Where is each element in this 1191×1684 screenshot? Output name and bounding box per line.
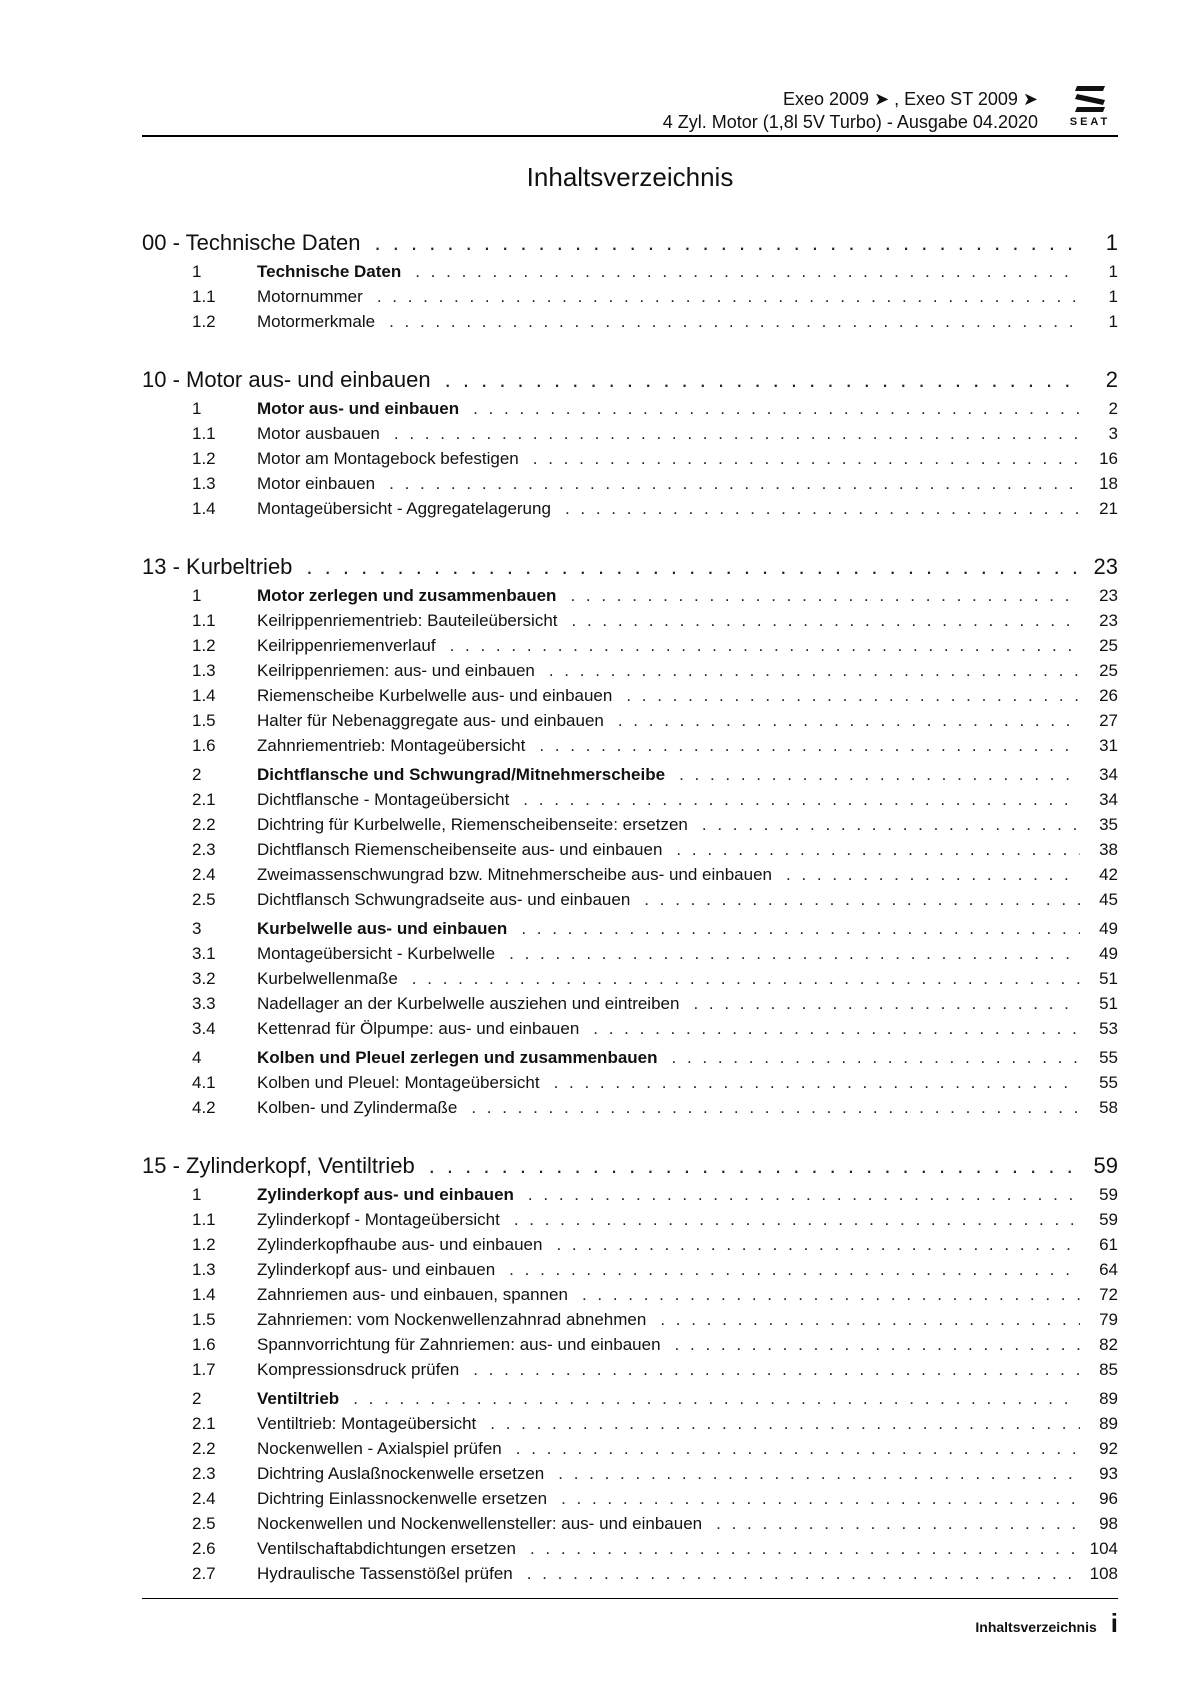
subsection-number: 2.2 [192, 1439, 216, 1458]
page-number: 108 [1089, 1564, 1118, 1583]
subsection-number: 3.1 [192, 944, 216, 963]
subsection-title: Montageübersicht - Kurbelwelle [257, 944, 496, 963]
page-number: 59 [1099, 1185, 1118, 1204]
dot-leader [521, 919, 1080, 939]
page-number: 16 [1099, 449, 1118, 468]
page-title: Inhaltsverzeichnis [526, 162, 734, 192]
dot-leader [539, 736, 1080, 756]
page-number: 25 [1099, 636, 1118, 655]
toc-subsection[interactable] [142, 840, 1118, 865]
subsection-title: Halter für Nebenaggregate aus- und einbauen [257, 711, 604, 730]
toc-subsection[interactable] [142, 1489, 1118, 1514]
page-number: 45 [1099, 890, 1118, 909]
toc-section[interactable] [142, 262, 1118, 287]
page-number: 98 [1099, 1514, 1118, 1533]
section-number: 1 [192, 262, 202, 281]
dot-leader [412, 969, 1080, 989]
dot-leader [306, 554, 1080, 580]
toc-subsection[interactable] [142, 994, 1118, 1019]
dot-leader [676, 840, 1080, 860]
dot-leader [516, 1439, 1080, 1459]
page-number: 96 [1099, 1489, 1118, 1508]
subsection-title: Zylinderkopf aus- und einbauen [257, 1260, 496, 1279]
subsection-title: Motor am Montagebock befestigen [257, 449, 519, 468]
dot-leader [509, 1260, 1080, 1280]
seat-logo-icon [1073, 84, 1107, 114]
toc-subsection[interactable] [142, 890, 1118, 915]
page-number: 53 [1099, 1019, 1118, 1038]
section-title: Technische Daten [257, 262, 402, 281]
toc-section[interactable] [142, 586, 1118, 611]
subsection-title: Nockenwellen und Nockenwellensteller: aus- und einbauen [257, 1514, 703, 1533]
toc-subsection[interactable] [142, 449, 1118, 474]
page-number: 2 [1105, 367, 1118, 392]
toc-subsection[interactable] [142, 815, 1118, 840]
subsection-title: Riemenscheibe Kurbelwelle aus- und einbauen [257, 686, 613, 705]
dot-leader [394, 424, 1080, 444]
subsection-title: Kolben und Pleuel: Montageübersicht [257, 1073, 540, 1092]
section-title: Zylinderkopf aus- und einbauen [257, 1185, 514, 1204]
toc-subsection[interactable] [142, 1464, 1118, 1489]
page-number: 92 [1099, 1439, 1118, 1458]
section-number: 3 [192, 919, 202, 938]
toc-subsection[interactable] [142, 661, 1118, 686]
section-title: Kolben und Pleuel zerlegen und zusammenbauen [257, 1048, 658, 1067]
subsection-number: 2.2 [192, 815, 216, 834]
subsection-title: Motor einbauen [257, 474, 376, 493]
dot-leader [582, 1285, 1080, 1305]
dot-leader [490, 1414, 1080, 1434]
section-number: 4 [192, 1048, 202, 1067]
page-number: 55 [1099, 1048, 1118, 1067]
toc-subsection[interactable] [142, 1210, 1118, 1235]
dot-leader [549, 661, 1080, 681]
dot-leader [675, 1335, 1080, 1355]
dot-leader [377, 287, 1080, 307]
section-number: 1 [192, 1185, 202, 1204]
toc-subsection[interactable] [142, 944, 1118, 969]
subsection-title: Zahnriemen aus- und einbauen, spannen [257, 1285, 568, 1304]
dot-leader [644, 890, 1080, 910]
dot-leader [450, 636, 1080, 656]
subsection-number: 1.2 [192, 312, 216, 331]
section-number: 2 [192, 1389, 202, 1408]
toc-section[interactable] [142, 399, 1118, 424]
subsection-number: 2.6 [192, 1539, 216, 1558]
subsection-title: Keilrippenriemen: aus- und einbauen [257, 661, 535, 680]
chapter-title: 13 - Kurbeltrieb [142, 554, 293, 579]
toc-subsection[interactable] [142, 686, 1118, 711]
subsection-number: 2.5 [192, 1514, 216, 1533]
toc-subsection[interactable] [142, 790, 1118, 815]
subsection-title: Dichtflansche - Montageübersicht [257, 790, 510, 809]
dot-leader [572, 611, 1081, 631]
dot-leader [445, 367, 1080, 393]
toc-subsection[interactable] [142, 711, 1118, 736]
dot-leader [556, 1235, 1080, 1255]
page-number: 64 [1099, 1260, 1118, 1279]
dot-leader [527, 1564, 1080, 1584]
subsection-number: 1.6 [192, 736, 216, 755]
page-number: 82 [1099, 1335, 1118, 1354]
page-number: 42 [1099, 865, 1118, 884]
dot-leader [530, 1539, 1080, 1559]
page-number: 21 [1099, 499, 1118, 518]
page-header [142, 84, 1118, 140]
section-title: Motor aus- und einbauen [257, 399, 460, 418]
dot-leader [554, 1073, 1080, 1093]
toc-subsection[interactable] [142, 1019, 1118, 1044]
toc-subsection[interactable] [142, 1514, 1118, 1539]
header-model-line: Exeo 2009 ➤ , Exeo ST 2009 ➤ [783, 89, 1038, 109]
chapter-title: 15 - Zylinderkopf, Ventiltrieb [142, 1153, 415, 1178]
subsection-number: 2.4 [192, 865, 216, 884]
subsection-title: Dichtflansch Schwungradseite aus- und einbauen [257, 890, 631, 909]
dot-leader [389, 474, 1080, 494]
subsection-title: Motormerkmale [257, 312, 376, 331]
dot-leader [565, 499, 1080, 519]
subsection-number: 3.2 [192, 969, 216, 988]
subsection-title: Zahnriemen: vom Nockenwellenzahnrad abnehmen [257, 1310, 647, 1329]
page-number: 49 [1099, 919, 1118, 938]
page-number: 23 [1099, 586, 1118, 605]
footer-page-number: i [1110, 1608, 1118, 1638]
subsection-title: Zylinderkopf - Montageübersicht [257, 1210, 500, 1229]
subsection-number: 1.2 [192, 636, 216, 655]
toc-subsection[interactable] [142, 969, 1118, 994]
toc-section[interactable] [142, 1185, 1118, 1210]
subsection-title: Hydraulische Tassenstößel prüfen [257, 1564, 513, 1583]
toc-subsection[interactable] [142, 1414, 1118, 1439]
dot-leader [473, 1360, 1080, 1380]
dot-leader [389, 312, 1080, 332]
subsection-number: 1.3 [192, 1260, 216, 1279]
subsection-title: Zweimassenschwungrad bzw. Mitnehmerscheibe aus- und einbauen [257, 865, 773, 884]
toc-subsection[interactable] [142, 1360, 1118, 1385]
toc-section[interactable] [142, 765, 1118, 790]
subsection-number: 4.1 [192, 1073, 216, 1092]
toc-subsection[interactable] [142, 1564, 1118, 1589]
section-number: 1 [192, 586, 202, 605]
dot-leader [523, 790, 1080, 810]
page-number: 38 [1099, 840, 1118, 859]
chapter-title: 10 - Motor aus- und einbauen [142, 367, 431, 392]
page-number: 27 [1099, 711, 1118, 730]
header-divider [142, 135, 1118, 137]
toc-chapter[interactable] [142, 367, 1118, 395]
page-number: 58 [1099, 1098, 1118, 1117]
dot-leader [716, 1514, 1080, 1534]
page-number: 23 [1093, 554, 1118, 579]
subsection-number: 2.5 [192, 890, 216, 909]
subsection-number: 2.3 [192, 840, 216, 859]
page-number: 72 [1099, 1285, 1118, 1304]
toc-subsection[interactable] [142, 1539, 1118, 1564]
page-number: 59 [1099, 1210, 1118, 1229]
page-number: 1 [1105, 230, 1118, 255]
toc-subsection[interactable] [142, 1310, 1118, 1335]
seat-logo [1062, 84, 1118, 128]
subsection-number: 1.5 [192, 711, 216, 730]
page-number: 51 [1099, 969, 1118, 988]
page-number: 89 [1099, 1414, 1118, 1433]
page-number: 1 [1108, 287, 1118, 306]
subsection-number: 4.2 [192, 1098, 216, 1117]
page-number: 61 [1099, 1235, 1118, 1254]
page-number: 1 [1108, 312, 1118, 331]
subsection-number: 1.3 [192, 474, 216, 493]
dot-leader [570, 586, 1080, 606]
dot-leader [353, 1389, 1080, 1409]
toc-subsection[interactable] [142, 1073, 1118, 1098]
page-number: 35 [1099, 815, 1118, 834]
subsection-title: Dichtring Einlassnockenwelle ersetzen [257, 1489, 548, 1508]
dot-leader [786, 865, 1080, 885]
page-number: 49 [1099, 944, 1118, 963]
dot-leader [375, 230, 1080, 256]
subsection-title: Dichtring Auslaßnockenwelle ersetzen [257, 1464, 545, 1483]
toc-subsection[interactable] [142, 1260, 1118, 1285]
subsection-number: 2.1 [192, 1414, 216, 1433]
dot-leader [693, 994, 1080, 1014]
section-number: 1 [192, 399, 202, 418]
page-number: 18 [1099, 474, 1118, 493]
page-number: 1 [1108, 262, 1118, 281]
subsection-number: 2.3 [192, 1464, 216, 1483]
subsection-number: 1.1 [192, 287, 216, 306]
subsection-title: Nockenwellen - Axialspiel prüfen [257, 1439, 502, 1458]
subsection-title: Ventiltrieb: Montageübersicht [257, 1414, 477, 1433]
subsection-title: Nadellager an der Kurbelwelle ausziehen und eintreiben [257, 994, 680, 1013]
section-title: Kurbelwelle aus- und einbauen [257, 919, 508, 938]
page-number: 85 [1099, 1360, 1118, 1379]
toc-subsection[interactable] [142, 636, 1118, 661]
section-title: Dichtflansche und Schwungrad/Mitnehmerscheibe [257, 765, 666, 784]
dot-leader [660, 1310, 1080, 1330]
dot-leader [471, 1098, 1080, 1118]
toc-subsection[interactable] [142, 424, 1118, 449]
page-number: 55 [1099, 1073, 1118, 1092]
chapter-title: 00 - Technische Daten [142, 230, 361, 255]
toc-subsection[interactable] [142, 865, 1118, 890]
toc-section[interactable] [142, 919, 1118, 944]
toc-chapter[interactable] [142, 230, 1118, 258]
toc-subsection[interactable] [142, 1235, 1118, 1260]
dot-leader [415, 262, 1080, 282]
dot-leader [593, 1019, 1080, 1039]
dot-leader [618, 711, 1080, 731]
page-number: 79 [1099, 1310, 1118, 1329]
page-footer [975, 1608, 1118, 1639]
toc-subsection[interactable] [142, 1439, 1118, 1464]
page-number: 51 [1099, 994, 1118, 1013]
subsection-title: Dichtflansch Riemenscheibenseite aus- und einbauen [257, 840, 663, 859]
subsection-number: 1.4 [192, 499, 216, 518]
subsection-title: Motornummer [257, 287, 363, 306]
subsection-number: 1.2 [192, 449, 216, 468]
subsection-title: Kolben- und Zylindermaße [257, 1098, 458, 1117]
dot-leader [509, 944, 1080, 964]
toc-subsection[interactable] [142, 474, 1118, 499]
footer-label: Inhaltsverzeichnis [975, 1619, 1097, 1635]
page-number: 34 [1099, 790, 1118, 809]
subsection-number: 1.1 [192, 611, 216, 630]
toc-subsection[interactable] [142, 611, 1118, 636]
subsection-title: Kettenrad für Ölpumpe: aus- und einbauen [257, 1019, 580, 1038]
subsection-number: 2.4 [192, 1489, 216, 1508]
toc-chapter[interactable] [142, 554, 1118, 582]
page-number: 25 [1099, 661, 1118, 680]
toc-subsection[interactable] [142, 499, 1118, 524]
page-number: 104 [1089, 1539, 1118, 1558]
section-title: Ventiltrieb [257, 1389, 340, 1408]
subsection-title: Zylinderkopfhaube aus- und einbauen [257, 1235, 543, 1254]
page-number: 89 [1099, 1389, 1118, 1408]
page-number: 34 [1099, 765, 1118, 784]
dot-leader [528, 1185, 1080, 1205]
dot-leader [672, 1048, 1080, 1068]
subsection-number: 1.4 [192, 686, 216, 705]
dot-leader [514, 1210, 1080, 1230]
logo-wordmark: SEAT [1069, 116, 1111, 128]
subsection-title: Keilrippenriementrieb: Bauteileübersicht [257, 611, 558, 630]
subsection-number: 1.2 [192, 1235, 216, 1254]
toc-section[interactable] [142, 1048, 1118, 1073]
dot-leader [561, 1489, 1080, 1509]
subsection-number: 1.1 [192, 424, 216, 443]
page-number: 31 [1099, 736, 1118, 755]
subsection-title: Spannvorrichtung für Zahnriemen: aus- und einbauen [257, 1335, 661, 1354]
subsection-number: 1.5 [192, 1310, 216, 1329]
toc-subsection[interactable] [142, 312, 1118, 337]
subsection-title: Motor ausbauen [257, 424, 380, 443]
subsection-title: Keilrippenriemenverlauf [257, 636, 436, 655]
toc-subsection[interactable] [142, 1098, 1118, 1123]
toc-section[interactable] [142, 1389, 1118, 1414]
table-of-contents [142, 230, 1118, 1589]
toc-subsection[interactable] [142, 1335, 1118, 1360]
subsection-title: Zahnriementrieb: Montageübersicht [257, 736, 526, 755]
dot-leader [473, 399, 1080, 419]
dot-leader [679, 765, 1080, 785]
subsection-number: 1.6 [192, 1335, 216, 1354]
subsection-title: Kurbelwellenmaße [257, 969, 398, 988]
subsection-number: 2.1 [192, 790, 216, 809]
page-number: 26 [1099, 686, 1118, 705]
header-text [663, 88, 1038, 134]
section-number: 2 [192, 765, 202, 784]
toc-chapter[interactable] [142, 1153, 1118, 1181]
subsection-number: 3.3 [192, 994, 216, 1013]
page-number: 59 [1093, 1153, 1118, 1178]
dot-leader [533, 449, 1080, 469]
subsection-title: Kompressionsdruck prüfen [257, 1360, 460, 1379]
subsection-title: Dichtring für Kurbelwelle, Riemenscheibenseite: ersetzen [257, 815, 688, 834]
page-number: 93 [1099, 1464, 1118, 1483]
header-engine-line: 4 Zyl. Motor (1,8l 5V Turbo) - Ausgabe 04.2020 [662, 112, 1038, 132]
subsection-number: 1.4 [192, 1285, 216, 1304]
dot-leader [626, 686, 1080, 706]
dot-leader [429, 1153, 1080, 1179]
subsection-number: 1.7 [192, 1360, 216, 1379]
footer-divider [142, 1598, 1118, 1599]
dot-leader [702, 815, 1080, 835]
page-number: 23 [1099, 611, 1118, 630]
toc-subsection[interactable] [142, 736, 1118, 761]
subsection-title: Ventilschaftabdichtungen ersetzen [257, 1539, 516, 1558]
toc-subsection[interactable] [142, 287, 1118, 312]
subsection-number: 1.3 [192, 661, 216, 680]
toc-subsection[interactable] [142, 1285, 1118, 1310]
page-number: 3 [1108, 424, 1118, 443]
dot-leader [558, 1464, 1080, 1484]
subsection-number: 3.4 [192, 1019, 216, 1038]
subsection-title: Montageübersicht - Aggregatelagerung [257, 499, 551, 518]
subsection-number: 1.1 [192, 1210, 216, 1229]
page-number: 2 [1108, 399, 1118, 418]
section-title: Motor zerlegen und zusammenbauen [257, 586, 557, 605]
subsection-number: 2.7 [192, 1564, 216, 1583]
